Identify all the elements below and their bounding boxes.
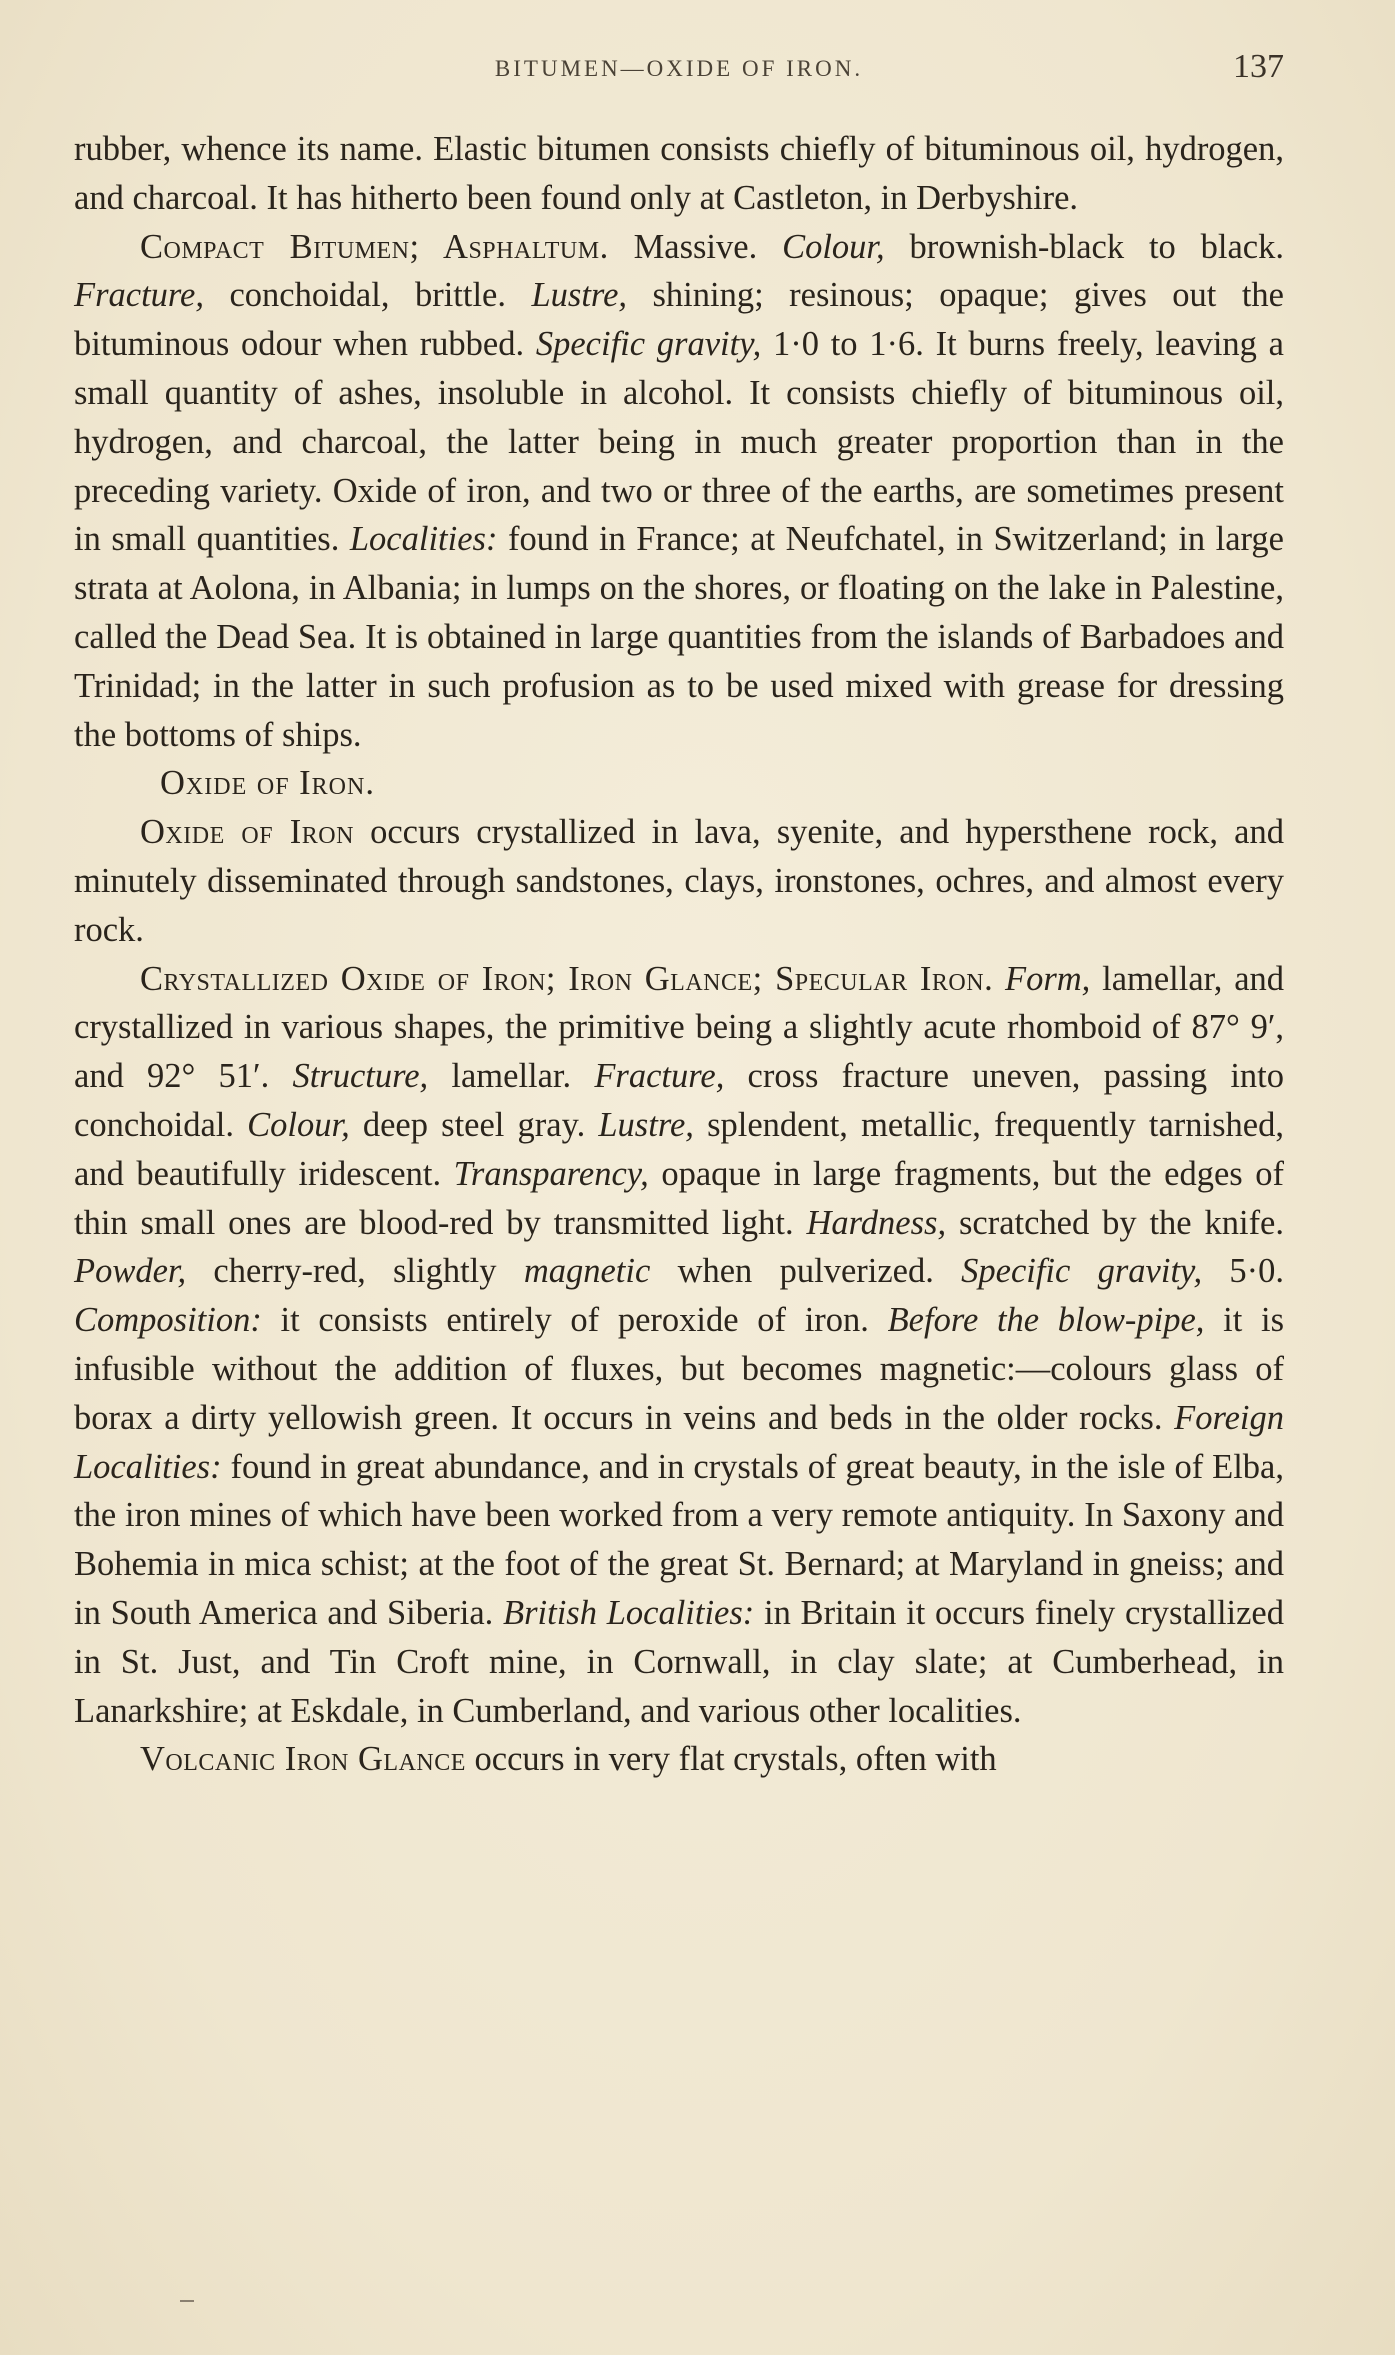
text-run: it consists entirely of peroxide of iron. [261, 1301, 888, 1340]
label-before-blowpipe: Before the blow-pipe, [887, 1301, 1205, 1340]
paragraph-text: rubber, whence its name. Elastic bitumen consists chiefly of bituminous oil, hydrogen, and charcoal. It has hitherto been found only at Castleton, in Derbyshire. [74, 130, 1284, 217]
label-hardness: Hardness, [806, 1203, 947, 1242]
label-fracture: Fracture, [594, 1057, 725, 1096]
paragraph-compact-bitumen [74, 223, 1284, 760]
text-run: deep steel gray. [349, 1105, 599, 1144]
entry-title: Crystallized Oxide of Iron; Iron Glance; Specular Iron. [140, 959, 994, 998]
text-run: Massive. [608, 227, 783, 266]
text-run: occurs in very flat crystals, often with [465, 1740, 997, 1779]
text-run: scratched by the knife. [946, 1203, 1284, 1242]
label-localities: Localities: [349, 520, 498, 559]
page-number: 137 [1233, 48, 1284, 85]
label-composition: Composition: [74, 1301, 262, 1340]
entry-title: Volcanic Iron Glance [140, 1740, 466, 1779]
label-magnetic: magnetic [523, 1252, 651, 1291]
running-head [74, 48, 1284, 88]
text-run: splendent, metallic, frequently tarnished, and beautifully iridescent. [74, 1105, 1284, 1193]
text-run: cherry-red, slightly [186, 1252, 524, 1291]
text-run: found in great abundance, and in crystals of great beauty, in the isle of Elba, the iron mines of which have been worked from a very remote antiquity. In Saxony and Bohemia in mica schist; at the foot of the great St. Bernard; at Maryland in gneiss; and in South America and Siberia. [74, 1447, 1284, 1632]
text-run: lamellar. [428, 1057, 595, 1096]
label-british-localities: British Localities: [503, 1593, 755, 1632]
running-title: BITUMEN—OXIDE OF IRON. [494, 56, 864, 81]
label-specific-gravity: Specific gravity, [535, 325, 762, 364]
label-form: Form, [1005, 959, 1091, 998]
section-heading: Oxide of Iron. [160, 764, 375, 803]
body-text [74, 125, 1284, 1784]
text-run: shining; resinous; opaque; gives out the bituminous odour when rubbed. [74, 276, 1284, 364]
text-run: it is infusible without the addition of fluxes, but becomes magnetic:—colours glass of borax a dirty yellowish green. It occurs in veins and beds in the older rocks. [74, 1301, 1284, 1437]
label-powder: Powder, [74, 1252, 187, 1291]
text-run: in Britain it occurs finely crystallized in St. Just, and Tin Croft mine, in Cornwall, in clay slate; at Cumberhead, in Lanarkshire; at Eskdale, in Cumberland, and various other localities. [74, 1593, 1284, 1730]
text-run: brownish-black to black. [884, 227, 1284, 266]
label-lustre: Lustre, [598, 1105, 694, 1144]
text-run: found in France; at Neufchatel, in Switzerland; in large strata at Aolona, in Albania; in lumps on the shores, or floating on the lake in Palestine, called the Dead Sea. It is obtained in large quantities from the islands of Barbadoes and Trinidad; in the latter in such profusion as to be used mixed with grease for dressing the bottoms of ships. [74, 520, 1284, 754]
label-structure: Structure, [292, 1057, 429, 1096]
text-run: conchoidal, brittle. [203, 276, 532, 315]
text-run: lamellar, and crystallized in various shapes, the primitive being a slightly acute rhomboid of 87° 9′, and 92° 51′. [74, 959, 1285, 1096]
label-transparency: Transparency, [453, 1154, 649, 1193]
text-run: opaque in large fragments, but the edges of thin small ones are blood-red by transmitted light. [74, 1154, 1284, 1242]
text-run: when pulverized. [650, 1252, 962, 1291]
paragraph-oxide-intro [74, 808, 1284, 954]
entry-title: Compact Bitumen; Asphaltum. [140, 227, 609, 266]
footer-mark [180, 2300, 194, 2302]
label-colour: Colour, [782, 227, 885, 266]
entry-title: Oxide of Iron [140, 813, 354, 852]
label-fracture: Fracture, [74, 276, 204, 315]
text-run: 1·0 to 1·6. It burns freely, leaving a small quantity of ashes, insoluble in alcohol. It consists chiefly of bituminous oil, hydrogen, and charcoal, the latter being in much greater proportion than in the preceding variety. Oxide of iron, and two or three of the earths, are sometimes present in small quantities. [74, 325, 1284, 559]
label-specific-gravity: Specific gravity, [961, 1252, 1203, 1291]
label-lustre: Lustre, [531, 276, 628, 315]
paragraph-crystallized-oxide [74, 955, 1284, 1736]
label-foreign-localities: Foreign Localities: [74, 1398, 1284, 1486]
text-run: cross fracture uneven, passing into conchoidal. [74, 1057, 1284, 1144]
text-run: occurs crystallized in lava, syenite, and hypersthene rock, and minutely disseminated through sandstones, clays, ironstones, ochres, and almost every rock. [74, 813, 1284, 949]
label-colour: Colour, [247, 1105, 350, 1144]
text-run: 5·0. [1202, 1252, 1284, 1291]
paragraph-elastic-bitumen [74, 125, 1284, 223]
paragraph-volcanic-iron-glance [74, 1735, 1284, 1784]
